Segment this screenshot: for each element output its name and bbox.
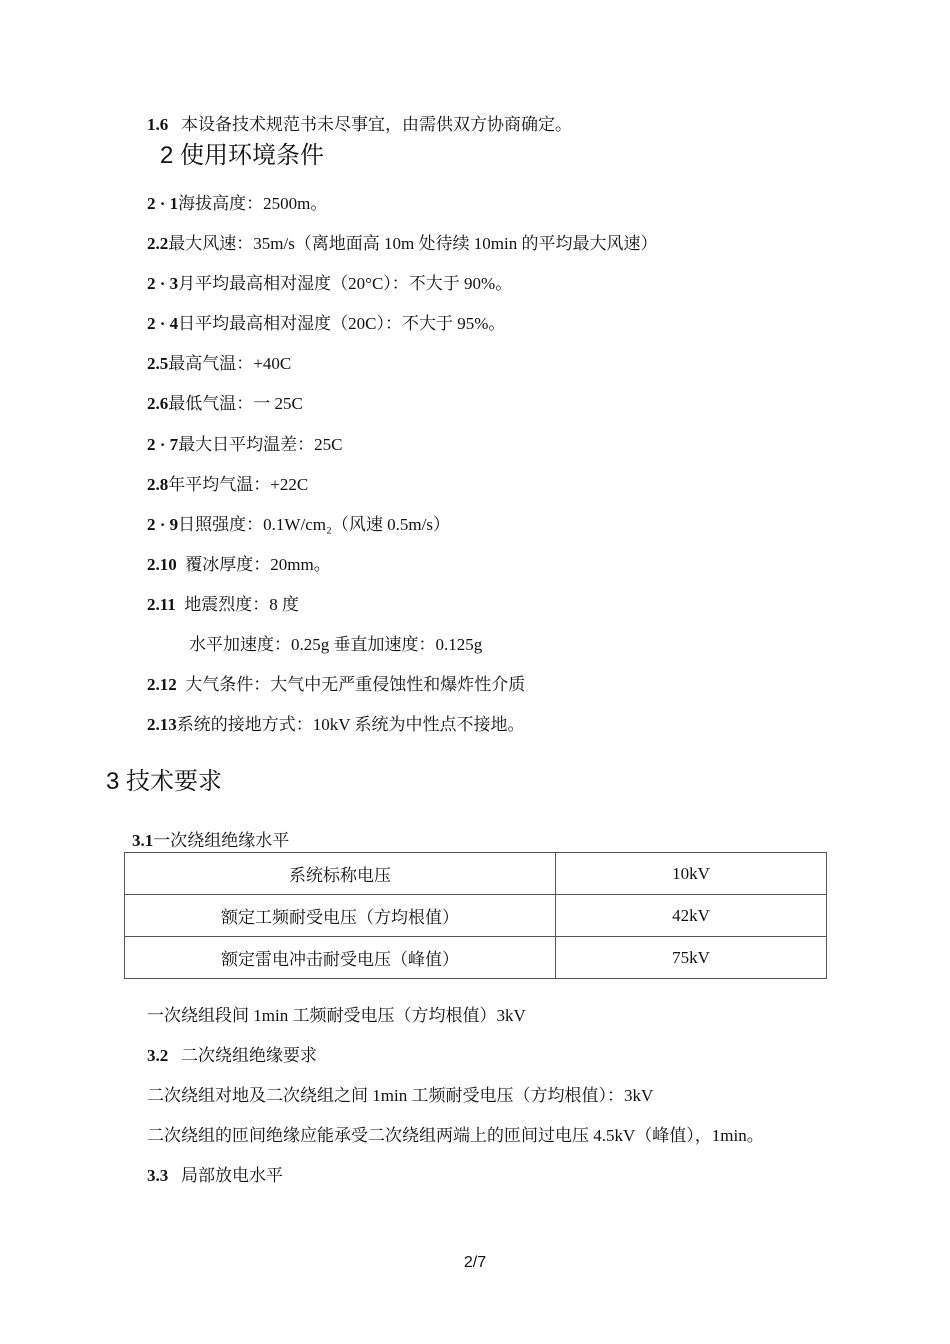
- table-cell-label: 额定雷电冲击耐受电压（峰值）: [125, 937, 556, 979]
- paragraph-section-withstand: 一次绕组段间 1min 工频耐受电压（方均根值）3kV: [147, 1006, 526, 1025]
- clause-2-11-acceleration: 水平加速度：0.25g 垂直加速度：0.125g: [189, 635, 483, 654]
- clause-2-5: 2.5最高气温：+40C: [147, 354, 292, 373]
- clause-2-9: 2 · 9日照强度：0.1W/cm₂（风速 0.5m/s）: [147, 515, 450, 534]
- clause-2-3: 2 · 3月平均最高相对湿度（20°C）：不大于 90%。: [147, 274, 513, 293]
- page-number: 2/7: [463, 1254, 487, 1271]
- clause-3-3: 3.3 局部放电水平: [147, 1166, 283, 1185]
- clause-2-11: 2.11 地震烈度：8 度: [147, 595, 300, 614]
- table-row: [125, 895, 827, 937]
- paragraph-secondary-withstand: 二次绕组对地及二次绕组之间 1min 工频耐受电压（方均根值）：3kV: [147, 1086, 654, 1105]
- clause-1-6: 1.6 本设备技术规范书未尽事宜，由需供双方协商确定。: [147, 115, 572, 134]
- clause-2-7: 2 · 7最大日平均温差：25C: [147, 435, 343, 454]
- insulation-level-table: [124, 852, 827, 979]
- table-cell-value: 42kV: [556, 895, 827, 937]
- clause-2-2: 2.2最大风速：35m/s（离地面高 10m 处待续 10min 的平均最大风速）: [147, 234, 658, 253]
- table-row: [125, 853, 827, 895]
- clause-2-1: 2 · 1海拔高度：2500m。: [147, 194, 328, 213]
- clause-2-8: 2.8年平均气温：+22C: [147, 475, 309, 494]
- clause-2-4: 2 · 4日平均最高相对湿度（20C）：不大于 95%。: [147, 314, 506, 333]
- table-cell-label: 系统标称电压: [125, 853, 556, 895]
- heading-section-2: 2 使用环境条件: [160, 142, 325, 169]
- table-row: [125, 937, 827, 979]
- paragraph-interturn-insulation: 二次绕组的匝间绝缘应能承受二次绕组两端上的匝间过电压 4.5kV（峰值），1min。: [147, 1126, 764, 1145]
- clause-2-10: 2.10 覆冰厚度：20mm。: [147, 555, 331, 574]
- clause-2-13: 2.13系统的接地方式：10kV 系统为中性点不接地。: [147, 715, 525, 734]
- clause-3-1: 3.1一次绕组绝缘水平: [132, 831, 290, 850]
- clause-2-6: 2.6最低气温：一 25C: [147, 394, 303, 413]
- clause-2-12: 2.12 大气条件：大气中无严重侵蚀性和爆炸性介质: [147, 675, 526, 694]
- table-cell-value: 10kV: [556, 853, 827, 895]
- table-cell-value: 75kV: [556, 937, 827, 979]
- clause-3-2: 3.2 二次绕组绝缘要求: [147, 1046, 317, 1065]
- heading-section-3: 3 技术要求: [106, 768, 223, 795]
- table-cell-label: 额定工频耐受电压（方均根值）: [125, 895, 556, 937]
